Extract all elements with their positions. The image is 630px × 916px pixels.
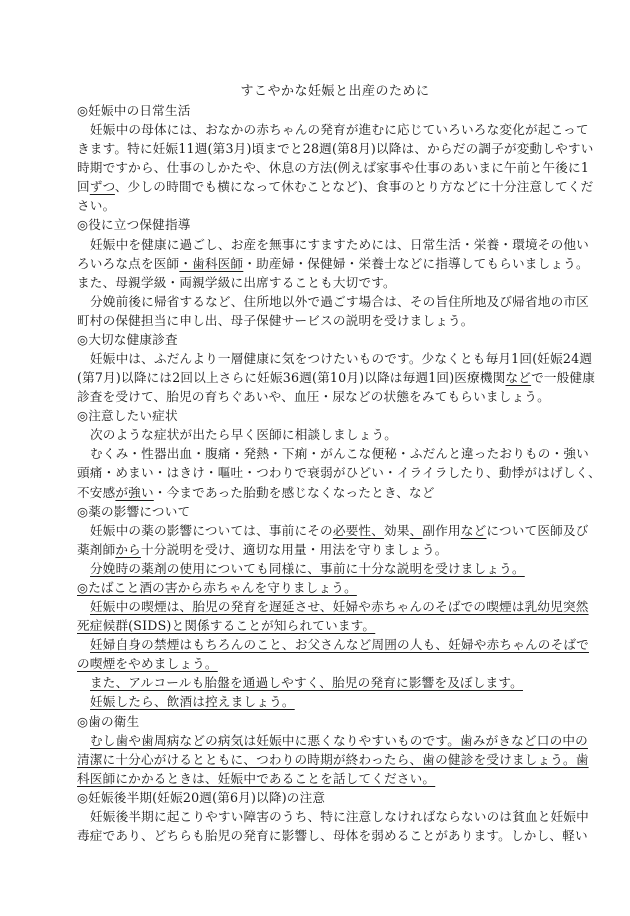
text-run: 妊娠中の薬の影響については、事前にその <box>90 522 333 538</box>
paragraph-line <box>77 616 553 635</box>
paragraph-line <box>77 425 553 444</box>
paragraph-line <box>77 158 590 177</box>
section-heading <box>77 215 553 234</box>
section-heading <box>77 101 553 120</box>
text-run: 妊娠中は、ふだんより一層健康に気をつけたいものです。少なくとも毎月1回(妊娠24週 <box>90 351 593 367</box>
underlined-text: 、 <box>409 522 423 538</box>
underlined-text: など <box>505 370 532 386</box>
paragraph-line <box>77 235 589 254</box>
text-run: ◎大切な健康診査 <box>77 331 178 347</box>
paragraph-line <box>77 673 553 692</box>
underlined-text: ずつ <box>89 179 115 195</box>
text-run: さい。 <box>77 198 116 214</box>
text-run: きます。特に妊娠11週(第3月)頃までと28週(第8月)以降は、からだの調子が変動しやすい <box>77 141 594 157</box>
text-run: 時期ですから、仕事のしかたや、休息の方法(例えば家事や仕事のあいまに午前と午後に1 <box>77 160 590 176</box>
underlined-text: 分娩時の薬剤の使用についても同様に、事前に十分な説明を受けましょう。 <box>90 560 525 576</box>
underlined-text: むし歯や歯周病などの病気は妊娠中に悪くなりやすいものです。歯みがきなど口の中の <box>90 732 588 748</box>
underlined-text: 清潔に十分心がけるとともに、つわりの時期が終わったら、歯の健診を受けましょう。歯 <box>77 751 589 767</box>
paragraph-line <box>77 463 601 482</box>
paragraph-line <box>77 368 596 387</box>
text-run: ◎妊娠中の日常生活 <box>77 103 191 118</box>
text-run: 分娩前後に帰省するなど、住所地以外で過ごす場合は、その旨住所地及び帰省地の市区 <box>90 293 589 309</box>
text-run: ◎薬の影響について <box>77 503 191 519</box>
text-run: ◎歯の衛生 <box>77 713 140 729</box>
underlined-text: 妊娠したら、飲酒は控えましょう。 <box>90 694 295 710</box>
underlined-text: 妊婦自身の禁煙はもちろんのこと、お父さんなど周囲の人も、妊婦や赤ちゃんのそばで <box>90 637 589 653</box>
underlined-text: が強い <box>115 484 154 500</box>
paragraph-line <box>77 483 553 502</box>
text-run: (第7月)以降には2回以上さらに妊娠36週(第10月)以降は毎週1回)医療機関 <box>77 370 506 386</box>
paragraph-line <box>77 654 553 673</box>
paragraph-line <box>77 769 553 788</box>
paragraph-line <box>77 311 553 330</box>
text-run: ◎役に立つ保健指導 <box>77 217 191 233</box>
text-run: 診査を受けて、胎児の育ちぐあいや、血圧・尿などの状態をみてもらいましょう。 <box>77 389 550 405</box>
text-run: むくみ・性器出血・腹痛・発熱・下痢・がんこな便秘・ふだんと違ったおりもの・強い <box>90 446 589 462</box>
paragraph-line <box>77 196 553 215</box>
paragraph-line <box>77 826 588 845</box>
underlined-text: ・歯科医師 <box>179 255 244 271</box>
text-run: ろいろな点を医師 <box>77 255 180 271</box>
text-run: 不安感 <box>77 484 116 500</box>
paragraph-line <box>77 750 589 769</box>
text-run: 十分説明を受け、適切な用量・用法を守りましょう。 <box>140 541 448 557</box>
text-run: 副作用 <box>422 522 461 538</box>
text-run: 、少しの時間でも横になって休むことなど)、食事のとり方などに十分注意してくだ <box>114 179 594 195</box>
underlined-text: など <box>460 522 487 538</box>
section-heading <box>77 712 553 731</box>
text-run: 妊娠中を健康に過ごし、お産を無事にすますためには、日常生活・栄養・環境その他い <box>90 236 589 252</box>
paragraph-line <box>77 559 553 578</box>
text-run: ・助産婦・保健婦・栄養士などに指導してもらいましょう。 <box>243 255 589 271</box>
text-run: 効果 <box>384 522 410 538</box>
section-heading <box>77 502 553 521</box>
section-heading <box>77 406 553 425</box>
paragraph-line <box>77 349 593 368</box>
underlined-text: 妊娠中の喫煙は、胎児の発育を遅延させ、妊婦や赤ちゃんのそばでの喫煙は乳幼児突然 <box>90 599 589 615</box>
text-run: 薬剤師 <box>77 541 116 557</box>
document-body <box>77 101 601 845</box>
paragraph-line <box>77 521 589 540</box>
underlined-text: また、アルコールも胎盤を通過しやすく、胎児の発育に影響を及ぼします。 <box>90 675 523 691</box>
text-run: 頭痛・めまい・はきけ・嘔吐・つわりで衰弱がひどい・イライラしたり、動悸がはげしく、 <box>77 465 601 481</box>
paragraph-line <box>77 444 589 463</box>
paragraph-line <box>77 387 553 406</box>
paragraph-line <box>77 807 589 826</box>
underlined-text: 科医師にかかるときは、妊娠中であることを話してください。 <box>77 770 436 786</box>
paragraph-line <box>77 292 589 311</box>
paragraph-line <box>77 731 588 750</box>
paragraph-line <box>77 139 594 158</box>
paragraph-line <box>77 597 589 616</box>
text-run: ◎妊娠後半期(妊娠20週(第6月)以降)の注意 <box>77 789 326 805</box>
section-heading <box>77 788 553 807</box>
paragraph-line <box>77 254 589 273</box>
paragraph-line <box>77 635 589 654</box>
text-run: 毒症であり、どちらも胎児の発育に影響し、母体を弱めることがあります。しかし、軽い <box>77 827 588 843</box>
paragraph-line <box>77 273 553 292</box>
text-run: 妊娠後半期に起こりやすい障害のうち、特に注意しなければならないのは貧血と妊娠中 <box>90 808 589 824</box>
paragraph-line <box>77 177 594 196</box>
text-run: 町村の保健担当に申し出、母子保健サービスの説明を受けましょう。 <box>77 312 474 328</box>
text-run: ・今まであった胎動を感じなくなったとき、など <box>153 484 435 500</box>
underlined-text: から <box>115 541 141 557</box>
text-run: で一般健康 <box>531 370 596 386</box>
text-run: ◎注意したい症状 <box>77 408 178 424</box>
paragraph-line <box>77 692 553 711</box>
text-run: 次のような症状が出たら早く医師に相談しましょう。 <box>90 427 398 443</box>
section-heading <box>77 578 553 597</box>
underlined-text: 必要性、 <box>332 522 385 538</box>
text-run: 妊娠中の母体には、おなかの赤ちゃんの発育が進むに応じていろいろな変化が起こって <box>90 122 589 138</box>
underlined-text: ◎たばこと酒の害から赤ちゃんを守りましょう。 <box>77 579 357 595</box>
text-run: 回 <box>77 179 90 195</box>
paragraph-line <box>77 120 589 139</box>
document-title: すこやかな妊娠と出産のために <box>240 84 430 99</box>
text-run: また、母親学級・両親学級に出席することも大切です。 <box>77 274 396 290</box>
text-run: について医師及び <box>486 522 589 538</box>
underlined-text: の喫煙をやめましょう。 <box>77 656 218 672</box>
section-heading <box>77 330 553 349</box>
underlined-text: 死症候群(SIDS)と関係することが知られています。 <box>77 618 376 634</box>
paragraph-line <box>77 540 553 559</box>
